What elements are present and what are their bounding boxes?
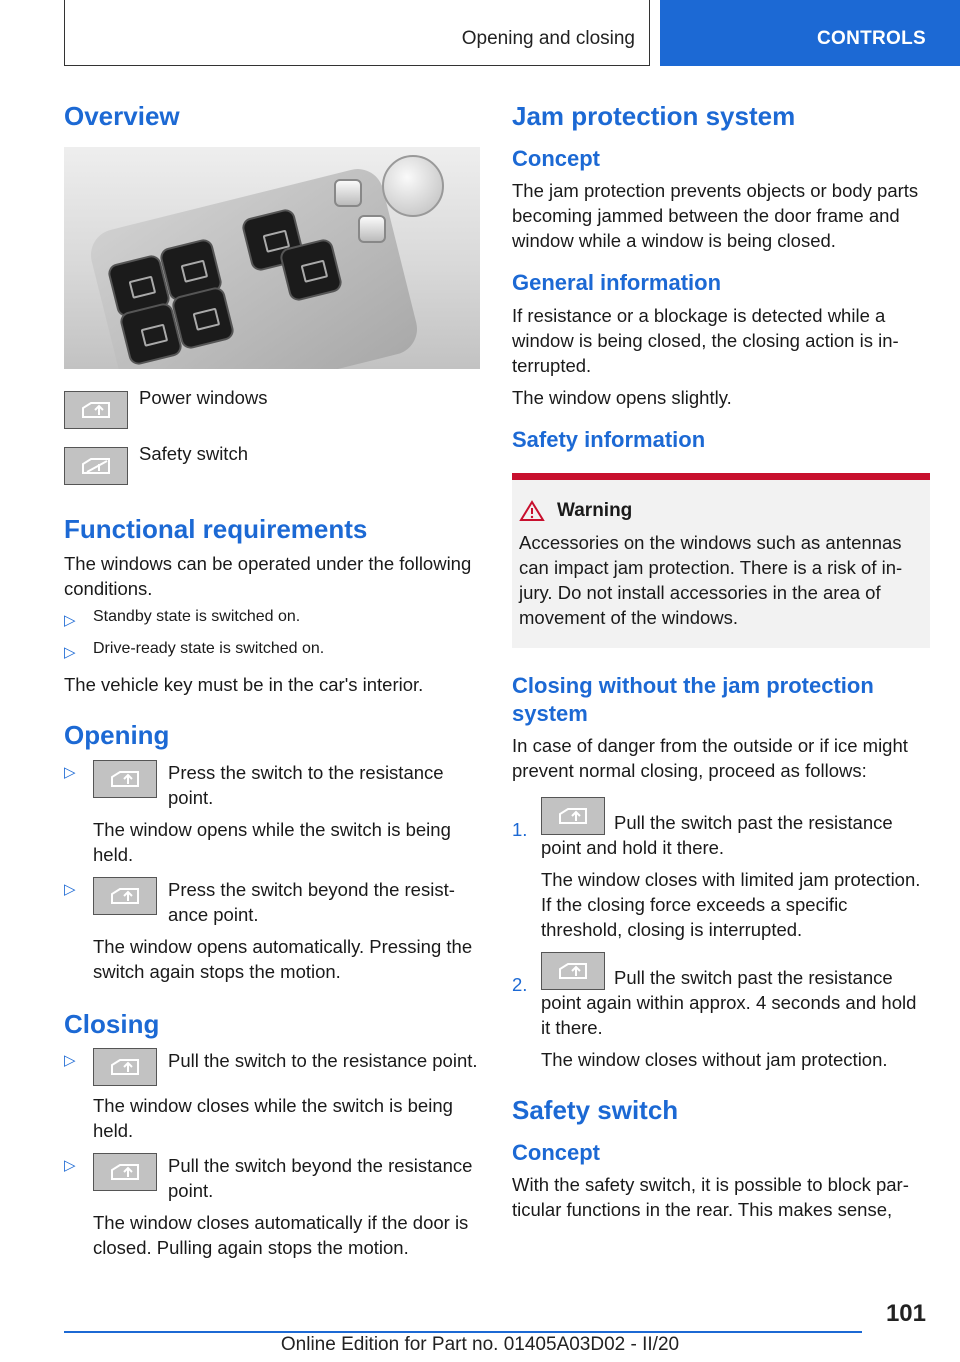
safety-info-heading: Safety information: [512, 426, 706, 452]
general-info-text-2: The window opens slightly.: [512, 386, 732, 408]
step-1: 1. Pull the switch past the resistance point and hold it there. The window closes with limited jam protection. If the closing force exceeds a specific threshold, closing is interrupted.: [512, 797, 930, 942]
power-window-icon: [64, 391, 128, 429]
safety-switch-icon: [64, 447, 128, 485]
opening-step-2: ▷ Press the switch beyond the resistance point. The window opens automatically. Pressing the switch again stops the motion.: [64, 878, 473, 982]
closing-step-1: ▷ Pull the switch to the resistance point. The window closes while the switch is being held.: [64, 1050, 478, 1141]
power-windows-legend: [64, 386, 480, 429]
power-window-icon: [93, 1153, 157, 1191]
power-window-icon: [93, 1048, 157, 1086]
right-column: [512, 100, 930, 1222]
safety-switch-concept-heading: Concept: [512, 1139, 600, 1165]
bullet-triangle-icon: ▷: [64, 1157, 76, 1174]
functional-heading: Functional requirements: [64, 513, 368, 544]
bullet-triangle-icon: ▷: [64, 644, 76, 661]
power-windows-label: Power windows: [139, 386, 268, 408]
closing-heading: Closing: [64, 1008, 160, 1039]
power-window-icon: [93, 760, 157, 798]
closing-without-text: In case of danger from the outside or if ice might prevent normal closing, proceed as follows:: [512, 735, 908, 781]
opening-step-1: ▷ Press the switch to the resistance point. The window opens while the switch is being held.: [64, 761, 451, 865]
list-item: ▷ Standby state is switched on.: [64, 608, 480, 633]
opening-heading: Opening: [64, 720, 170, 750]
safety-switch-concept-text: With the safety switch, it is possible to block particular functions in the rear. This makes sense,: [512, 1174, 909, 1220]
bullet-triangle-icon: ▷: [64, 612, 76, 629]
bullet-triangle-icon: ▷: [64, 763, 76, 781]
page-number: 101: [885, 1300, 926, 1327]
jam-protection-heading: Jam protection system: [512, 101, 796, 131]
closing-without-heading: Closing without the jam protection system: [512, 673, 874, 726]
window-switch-photo: [64, 147, 480, 369]
chapter-tab[interactable]: [660, 0, 960, 66]
power-window-icon: [541, 952, 605, 990]
footer-divider: [64, 1331, 862, 1333]
power-window-icon: [541, 797, 605, 835]
functional-outro: The vehicle key must be in the car's interior.: [64, 674, 424, 695]
list-item: ▷ Drive-ready state is switched on.: [64, 640, 480, 665]
warning-triangle-icon: [519, 500, 545, 522]
warning-label: Warning: [557, 500, 633, 521]
left-column: [64, 100, 480, 1260]
concept-text: The jam protection prevents objects or body parts becoming jammed between the door frame and window while a window is being closed.: [512, 180, 919, 251]
concept-heading: Concept: [512, 145, 600, 171]
header-box: [64, 0, 650, 66]
step-2: 2. Pull the switch past the resistance point again within approx. 4 seconds and hold it there. The window closes without jam protection.: [512, 952, 930, 1072]
bullet-triangle-icon: ▷: [64, 1052, 76, 1069]
warning-box: [512, 473, 930, 648]
warning-text: Accessories on the windows such as antennas can impact jam protection. There is a risk of injury. Do not install accessories in the area of movement of the windows.: [519, 532, 903, 628]
bullet-triangle-icon: ▷: [64, 880, 76, 898]
safety-switch-label: Safety switch: [139, 442, 248, 464]
general-info-heading: General information: [512, 270, 722, 295]
closing-step-2: ▷ Pull the switch beyond the resistance point. The window closes automatically if the door is closed. Pulling again stops the motion.: [64, 1155, 473, 1258]
general-info-text: If resistance or a blockage is detected while a window is being closed, the closing action is interrupted.: [512, 304, 899, 376]
section-title: Opening and closing: [461, 28, 635, 49]
chapter-tab-label: CONTROLS: [816, 28, 926, 49]
safety-switch-heading: Safety switch: [512, 1095, 679, 1125]
safety-switch-legend: [64, 442, 480, 485]
footer-edition: Online Edition for Part no. 01405A03D02 - II/20: [280, 1334, 680, 1355]
overview-heading: Overview: [64, 101, 180, 131]
power-window-icon: [93, 877, 157, 915]
functional-intro: The windows can be operated under the following conditions.: [64, 553, 472, 599]
